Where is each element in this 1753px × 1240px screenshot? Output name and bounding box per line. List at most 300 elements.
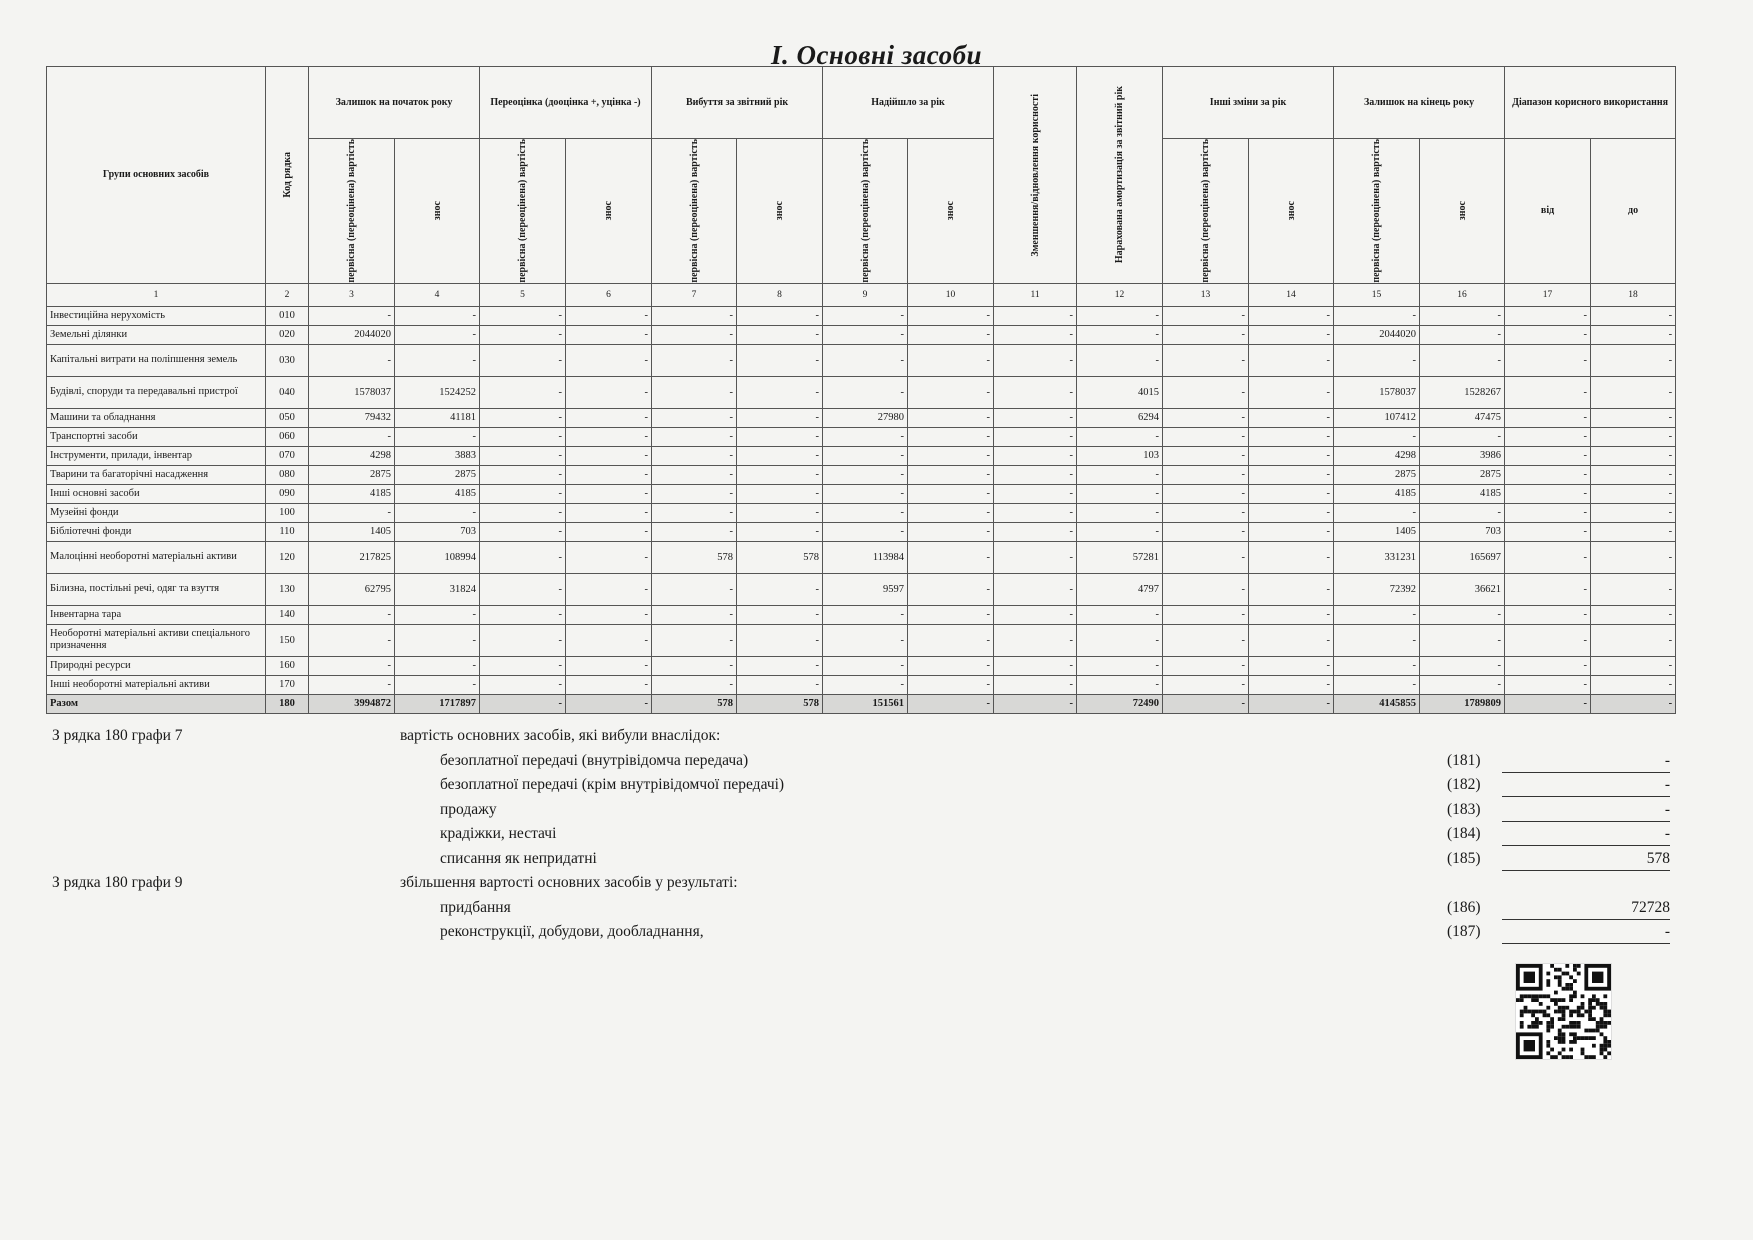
cell-value: - xyxy=(1505,427,1591,446)
cell-value: - xyxy=(737,465,823,484)
row-code: 130 xyxy=(266,573,309,605)
cell-value: - xyxy=(1249,522,1334,541)
cell-value: - xyxy=(395,344,480,376)
cell-value: - xyxy=(566,446,652,465)
header-depreciation: Нарахована амортизація за звітний рік xyxy=(1077,67,1163,284)
column-number: 3 xyxy=(309,283,395,306)
cell-value: - xyxy=(737,675,823,694)
cell-value: - xyxy=(908,376,994,408)
cell-value: 79432 xyxy=(309,408,395,427)
cell-value: - xyxy=(1591,427,1676,446)
column-number: 14 xyxy=(1249,283,1334,306)
cell-value: 151561 xyxy=(823,694,908,713)
notes-item-text: придбання xyxy=(440,898,511,916)
table-row xyxy=(47,344,1676,376)
cell-value: 4015 xyxy=(1077,376,1163,408)
cell-value: - xyxy=(994,427,1077,446)
cell-value: - xyxy=(1420,503,1505,522)
notes-row xyxy=(52,872,1672,897)
header-section: Інші зміни за рік xyxy=(1163,67,1334,139)
cell-value: - xyxy=(1163,484,1249,503)
cell-value: - xyxy=(1077,675,1163,694)
cell-value: 703 xyxy=(395,522,480,541)
cell-value: - xyxy=(309,605,395,624)
sub-wear: знос xyxy=(1249,139,1334,284)
cell-value: - xyxy=(1505,694,1591,713)
sub-cost: первісна (переоцінена) вартість xyxy=(1163,139,1249,284)
column-number: 17 xyxy=(1505,283,1591,306)
cell-value: - xyxy=(1591,694,1676,713)
sub-from: від xyxy=(1505,139,1591,284)
cell-value: 2044020 xyxy=(309,325,395,344)
cell-value: - xyxy=(652,573,737,605)
notes-g9-label: З рядка 180 графи 9 xyxy=(52,874,183,891)
cell-value: - xyxy=(1334,675,1420,694)
cell-value: - xyxy=(737,656,823,675)
cell-value: - xyxy=(1591,484,1676,503)
cell-value: - xyxy=(1420,427,1505,446)
cell-value: - xyxy=(566,344,652,376)
cell-value: - xyxy=(566,522,652,541)
header-section: Вибуття за звітний рік xyxy=(652,67,823,139)
cell-value: - xyxy=(1163,605,1249,624)
header-section: Залишок на початок року xyxy=(309,67,480,139)
sub-cost: первісна (переоцінена) вартість xyxy=(480,139,566,284)
cell-value: - xyxy=(994,573,1077,605)
cell-value: - xyxy=(908,325,994,344)
cell-value: - xyxy=(994,376,1077,408)
row-name: Разом xyxy=(47,694,266,713)
cell-value: - xyxy=(652,503,737,522)
cell-value: - xyxy=(1077,484,1163,503)
cell-value: 165697 xyxy=(1420,541,1505,573)
cell-value: - xyxy=(1505,541,1591,573)
sub-cost: первісна (переоцінена) вартість xyxy=(823,139,908,284)
cell-value: - xyxy=(480,541,566,573)
cell-value: 3986 xyxy=(1420,446,1505,465)
row-code: 180 xyxy=(266,694,309,713)
cell-value: - xyxy=(480,694,566,713)
cell-value: - xyxy=(1505,656,1591,675)
cell-value: - xyxy=(1420,605,1505,624)
cell-value: - xyxy=(823,656,908,675)
cell-value: - xyxy=(480,465,566,484)
row-code: 120 xyxy=(266,541,309,573)
row-code: 030 xyxy=(266,344,309,376)
notes-section xyxy=(52,725,1672,946)
cell-value: - xyxy=(823,522,908,541)
header-impairment: Зменшення/відновлення корисності xyxy=(994,67,1077,284)
cell-value: - xyxy=(1249,465,1334,484)
notes-item-value: 578 xyxy=(1502,848,1670,871)
cell-value: - xyxy=(1249,541,1334,573)
cell-value: - xyxy=(480,376,566,408)
column-number: 11 xyxy=(994,283,1077,306)
cell-value: 4185 xyxy=(395,484,480,503)
cell-value: - xyxy=(1420,325,1505,344)
table-row xyxy=(47,675,1676,694)
cell-value: - xyxy=(908,306,994,325)
cell-value: - xyxy=(652,522,737,541)
notes-item-text: списання як непридатні xyxy=(440,849,597,867)
cell-value: - xyxy=(1505,522,1591,541)
cell-value: - xyxy=(1505,306,1591,325)
column-number: 2 xyxy=(266,283,309,306)
cell-value: - xyxy=(1505,624,1591,656)
cell-value: - xyxy=(1334,656,1420,675)
cell-value: - xyxy=(908,446,994,465)
cell-value: - xyxy=(823,344,908,376)
cell-value: - xyxy=(994,656,1077,675)
notes-g7-label: З рядка 180 графи 7 xyxy=(52,727,183,744)
sub-wear: знос xyxy=(395,139,480,284)
cell-value: - xyxy=(737,605,823,624)
cell-value: 4185 xyxy=(1334,484,1420,503)
cell-value: 6294 xyxy=(1077,408,1163,427)
cell-value: - xyxy=(1163,427,1249,446)
header-section: Діапазон корисного використання xyxy=(1505,67,1676,139)
cell-value: - xyxy=(823,675,908,694)
row-code: 040 xyxy=(266,376,309,408)
table-row xyxy=(47,605,1676,624)
cell-value: 36621 xyxy=(1420,573,1505,605)
cell-value: - xyxy=(1249,306,1334,325)
cell-value: 4797 xyxy=(1077,573,1163,605)
cell-value: 3994872 xyxy=(309,694,395,713)
cell-value: - xyxy=(1591,446,1676,465)
cell-value: - xyxy=(1420,656,1505,675)
cell-value: - xyxy=(480,573,566,605)
sub-to: до xyxy=(1591,139,1676,284)
cell-value: - xyxy=(1505,344,1591,376)
cell-value: 113984 xyxy=(823,541,908,573)
notes-item-value: - xyxy=(1502,823,1670,846)
cell-value: - xyxy=(566,605,652,624)
cell-value: 72392 xyxy=(1334,573,1420,605)
row-name: Машини та обладнання xyxy=(47,408,266,427)
cell-value: - xyxy=(652,306,737,325)
notes-item-code: (182) xyxy=(1447,776,1481,793)
cell-value: - xyxy=(395,675,480,694)
table-row xyxy=(47,522,1676,541)
table-row xyxy=(47,656,1676,675)
cell-value: - xyxy=(652,605,737,624)
cell-value: - xyxy=(1591,376,1676,408)
notes-item xyxy=(52,921,1672,946)
cell-value: - xyxy=(737,427,823,446)
table-row xyxy=(47,427,1676,446)
cell-value: - xyxy=(1077,427,1163,446)
cell-value: 1578037 xyxy=(1334,376,1420,408)
cell-value: - xyxy=(652,427,737,446)
cell-value: - xyxy=(908,694,994,713)
cell-value: - xyxy=(1591,522,1676,541)
cell-value: - xyxy=(908,656,994,675)
cell-value: - xyxy=(1077,465,1163,484)
row-name: Тварини та багаторічні насадження xyxy=(47,465,266,484)
cell-value: - xyxy=(1077,656,1163,675)
header-groups: Групи основних засобів xyxy=(47,67,266,284)
row-name: Бібліотечні фонди xyxy=(47,522,266,541)
cell-value: 4298 xyxy=(309,446,395,465)
row-name: Малоцінні необоротні матеріальні активи xyxy=(47,541,266,573)
cell-value: - xyxy=(994,484,1077,503)
cell-value: 4298 xyxy=(1334,446,1420,465)
row-name: Необоротні матеріальні активи спеціального призначення xyxy=(47,624,266,656)
cell-value: - xyxy=(1163,675,1249,694)
cell-value: - xyxy=(1077,503,1163,522)
cell-value: - xyxy=(652,484,737,503)
cell-value: 47475 xyxy=(1420,408,1505,427)
cell-value: - xyxy=(480,624,566,656)
cell-value: 3883 xyxy=(395,446,480,465)
notes-item xyxy=(52,774,1672,799)
table-row xyxy=(47,446,1676,465)
cell-value: - xyxy=(480,306,566,325)
cell-value: - xyxy=(737,446,823,465)
cell-value: 1405 xyxy=(1334,522,1420,541)
cell-value: - xyxy=(994,465,1077,484)
cell-value: - xyxy=(480,656,566,675)
cell-value: - xyxy=(652,624,737,656)
cell-value: - xyxy=(823,376,908,408)
cell-value: - xyxy=(737,503,823,522)
header-section: Надійшло за рік xyxy=(823,67,994,139)
cell-value: - xyxy=(1249,446,1334,465)
cell-value: - xyxy=(1505,503,1591,522)
cell-value: - xyxy=(908,503,994,522)
cell-value: - xyxy=(309,675,395,694)
cell-value: - xyxy=(1334,306,1420,325)
cell-value: - xyxy=(908,522,994,541)
cell-value: - xyxy=(1163,446,1249,465)
cell-value: - xyxy=(1505,484,1591,503)
cell-value: 107412 xyxy=(1334,408,1420,427)
cell-value: 1524252 xyxy=(395,376,480,408)
cell-value: 2875 xyxy=(395,465,480,484)
cell-value: 41181 xyxy=(395,408,480,427)
cell-value: - xyxy=(1591,408,1676,427)
cell-value: 578 xyxy=(737,541,823,573)
cell-value: 217825 xyxy=(309,541,395,573)
notes-g9-desc: збільшення вартості основних засобів у результаті: xyxy=(400,874,738,891)
table-row xyxy=(47,408,1676,427)
table-row xyxy=(47,484,1676,503)
notes-item-value: - xyxy=(1502,799,1670,822)
cell-value: - xyxy=(1249,605,1334,624)
row-code: 090 xyxy=(266,484,309,503)
cell-value: - xyxy=(1249,427,1334,446)
cell-value: - xyxy=(1591,541,1676,573)
table-row xyxy=(47,503,1676,522)
row-code: 150 xyxy=(266,624,309,656)
cell-value: - xyxy=(1077,325,1163,344)
notes-item xyxy=(52,823,1672,848)
page-title: I. Основні засоби xyxy=(770,40,983,70)
cell-value: - xyxy=(1163,522,1249,541)
row-name: Інструменти, прилади, інвентар xyxy=(47,446,266,465)
column-number: 18 xyxy=(1591,283,1676,306)
cell-value: - xyxy=(652,675,737,694)
cell-value: - xyxy=(1163,694,1249,713)
table-body xyxy=(47,306,1676,713)
notes-item-code: (183) xyxy=(1447,800,1481,818)
cell-value: - xyxy=(1249,675,1334,694)
notes-item-text: продажу xyxy=(440,800,497,818)
notes-item-code: (187) xyxy=(1447,923,1481,940)
cell-value: - xyxy=(737,344,823,376)
notes-item xyxy=(52,750,1672,775)
sub-wear: знос xyxy=(908,139,994,284)
cell-value: 1528267 xyxy=(1420,376,1505,408)
notes-item xyxy=(52,799,1672,824)
cell-value: - xyxy=(1163,344,1249,376)
cell-value: 2875 xyxy=(1420,465,1505,484)
row-code: 060 xyxy=(266,427,309,446)
cell-value: - xyxy=(566,465,652,484)
cell-value: - xyxy=(1591,325,1676,344)
row-name: Будівлі, споруди та передавальні пристрої xyxy=(47,376,266,408)
cell-value: - xyxy=(309,344,395,376)
notes-item-code: (184) xyxy=(1447,825,1481,842)
cell-value: - xyxy=(1249,656,1334,675)
column-number: 16 xyxy=(1420,283,1505,306)
header-code: Код рядка xyxy=(266,67,309,284)
cell-value: - xyxy=(1163,465,1249,484)
cell-value: 4145855 xyxy=(1334,694,1420,713)
cell-value: - xyxy=(1249,503,1334,522)
notes-item-text: безоплатної передачі (крім внутрівідомчої передачі) xyxy=(440,776,785,793)
cell-value: - xyxy=(652,446,737,465)
cell-value: - xyxy=(1077,522,1163,541)
row-code: 170 xyxy=(266,675,309,694)
cell-value: - xyxy=(1591,656,1676,675)
cell-value: - xyxy=(1077,624,1163,656)
cell-value: - xyxy=(1420,675,1505,694)
column-number: 8 xyxy=(737,283,823,306)
cell-value: 103 xyxy=(1077,446,1163,465)
cell-value: - xyxy=(1163,503,1249,522)
notes-item-value: - xyxy=(1502,921,1670,944)
cell-value: - xyxy=(1249,344,1334,376)
row-code: 010 xyxy=(266,306,309,325)
row-code: 110 xyxy=(266,522,309,541)
cell-value: - xyxy=(1163,376,1249,408)
cell-value: - xyxy=(1505,675,1591,694)
cell-value: - xyxy=(566,306,652,325)
sub-wear: знос xyxy=(737,139,823,284)
cell-value: 62795 xyxy=(309,573,395,605)
notes-row xyxy=(52,725,1672,750)
total-row xyxy=(47,694,1676,713)
cell-value: - xyxy=(309,503,395,522)
cell-value: - xyxy=(1163,573,1249,605)
fixed-assets-table xyxy=(46,66,1676,714)
sub-cost: первісна (переоцінена) вартість xyxy=(309,139,395,284)
cell-value: - xyxy=(1249,408,1334,427)
cell-value: - xyxy=(566,408,652,427)
cell-value: 331231 xyxy=(1334,541,1420,573)
cell-value: - xyxy=(1420,344,1505,376)
cell-value: - xyxy=(395,503,480,522)
table-row xyxy=(47,306,1676,325)
cell-value: - xyxy=(823,503,908,522)
table-row xyxy=(47,325,1676,344)
cell-value: - xyxy=(1591,465,1676,484)
cell-value: - xyxy=(737,573,823,605)
row-code: 100 xyxy=(266,503,309,522)
cell-value: - xyxy=(737,376,823,408)
cell-value: - xyxy=(994,675,1077,694)
column-number: 4 xyxy=(395,283,480,306)
cell-value: 108994 xyxy=(395,541,480,573)
cell-value: - xyxy=(480,344,566,376)
cell-value: - xyxy=(994,503,1077,522)
row-name: Музейні фонди xyxy=(47,503,266,522)
cell-value: - xyxy=(908,427,994,446)
notes-item xyxy=(52,897,1672,922)
cell-value: - xyxy=(994,446,1077,465)
cell-value: - xyxy=(395,624,480,656)
cell-value: 9597 xyxy=(823,573,908,605)
cell-value: - xyxy=(566,675,652,694)
cell-value: - xyxy=(823,306,908,325)
cell-value: - xyxy=(1334,503,1420,522)
cell-value: - xyxy=(1163,656,1249,675)
column-number: 6 xyxy=(566,283,652,306)
cell-value: - xyxy=(1249,376,1334,408)
notes-item-value: 72728 xyxy=(1502,897,1670,920)
cell-value: 703 xyxy=(1420,522,1505,541)
cell-value: - xyxy=(1591,675,1676,694)
cell-value: - xyxy=(480,427,566,446)
cell-value: - xyxy=(652,376,737,408)
cell-value: 2875 xyxy=(309,465,395,484)
cell-value: - xyxy=(309,306,395,325)
cell-value: - xyxy=(994,344,1077,376)
cell-value: - xyxy=(480,446,566,465)
sub-cost: первісна (переоцінена) вартість xyxy=(652,139,737,284)
cell-value: 57281 xyxy=(1077,541,1163,573)
row-code: 020 xyxy=(266,325,309,344)
cell-value: - xyxy=(652,656,737,675)
cell-value: - xyxy=(1505,408,1591,427)
cell-value: - xyxy=(480,503,566,522)
row-code: 080 xyxy=(266,465,309,484)
cell-value: - xyxy=(1334,344,1420,376)
cell-value: - xyxy=(1077,605,1163,624)
cell-value: - xyxy=(309,427,395,446)
cell-value: - xyxy=(480,408,566,427)
cell-value: - xyxy=(1249,573,1334,605)
cell-value: - xyxy=(1505,325,1591,344)
notes-item-text: реконструкції, добудови, дообладнання, xyxy=(440,923,704,940)
row-name: Природні ресурси xyxy=(47,656,266,675)
row-code: 050 xyxy=(266,408,309,427)
column-number: 10 xyxy=(908,283,994,306)
table-row xyxy=(47,624,1676,656)
cell-value: - xyxy=(1505,573,1591,605)
cell-value: - xyxy=(823,446,908,465)
cell-value: - xyxy=(1591,344,1676,376)
cell-value: - xyxy=(309,656,395,675)
notes-item xyxy=(52,848,1672,873)
sub-cost: первісна (переоцінена) вартість xyxy=(1334,139,1420,284)
cell-value: - xyxy=(737,624,823,656)
cell-value: - xyxy=(823,624,908,656)
cell-value: - xyxy=(1334,605,1420,624)
cell-value: - xyxy=(1420,624,1505,656)
